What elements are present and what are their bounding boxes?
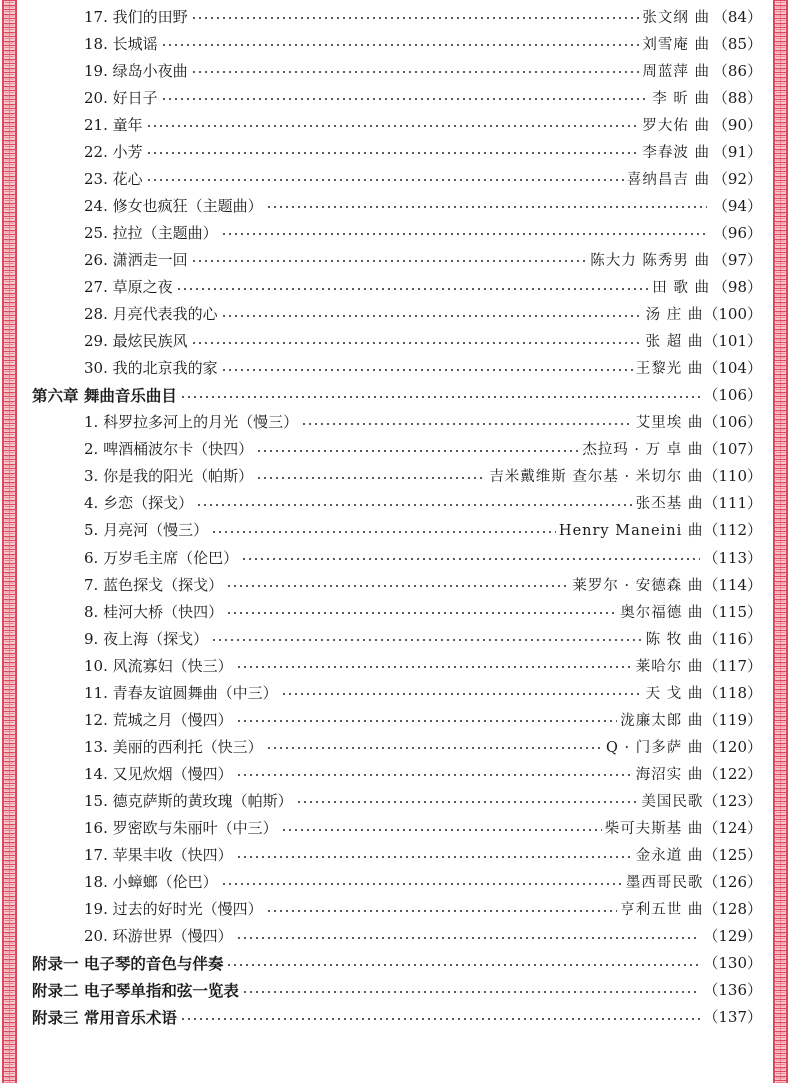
dot-leader [191,17,640,19]
entry-composer: 莱罗尔 · 安德森 曲 [572,577,704,594]
dot-leader [211,531,556,533]
entry-title: 18. 小蟑螂（伦巴） [84,873,218,892]
toc-entry[interactable] [84,544,762,570]
entry-page-number: （90） [712,115,762,134]
toc-entry[interactable] [84,111,762,137]
entry-page-number: （84） [712,7,762,26]
dot-leader [266,206,707,208]
entry-page-number: （91） [712,142,762,161]
entry-page-number: （94） [712,196,762,215]
entry-title: 9. 夜上海（探戈） [84,629,209,648]
entry-page-number: （128） [703,900,762,919]
dot-leader [196,504,633,506]
toc-entry[interactable] [84,463,762,489]
entry-title: 4. 乡恋（探戈） [84,494,194,513]
dot-leader [242,991,700,993]
dot-leader [281,693,643,695]
entry-title: 5. 月亮河（慢三） [84,521,209,540]
toc-entry[interactable] [84,355,762,381]
dot-leader [236,856,633,858]
entry-composer: 张文纲 曲 [642,9,710,26]
entry-composer: 柴可夫斯基 曲 [604,821,704,837]
entry-title: 27. 草原之夜 [84,278,173,296]
entry-title: 附录二 电子琴单指和弦一览表 [32,981,239,1000]
entry-composer: 泷廉太郎 曲 [620,712,704,729]
entry-title: 22. 小芳 [84,142,143,161]
entry-page-number: （130） [703,954,762,973]
entry-composer: 艾里埃 曲 [635,415,704,432]
entry-composer: 海沼实 曲 [635,766,704,783]
toc-entry[interactable] [84,652,762,678]
dot-leader [191,342,643,344]
dot-leader [221,233,707,235]
toc-entry[interactable] [84,246,762,272]
toc-entry[interactable] [84,138,762,164]
entry-title: 21. 童年 [84,115,143,134]
entry-title: 第六章 舞曲音乐曲目 [32,386,177,405]
entry-page-number: （114） [703,575,762,594]
entry-title: 16. 罗密欧与朱丽叶（中三） [84,819,278,837]
dot-leader [226,585,569,587]
entry-page-number: （96） [712,223,762,242]
entry-title: 2. 啤酒桶波尔卡（快四） [84,440,254,459]
entry-page-number: （112） [703,521,762,540]
dot-leader [236,666,633,668]
toc-entry[interactable] [84,274,762,300]
dot-leader [236,774,633,776]
dot-leader [176,288,650,290]
entry-title: 23. 花心 [84,169,143,188]
entry-page-number: （106） [703,413,762,432]
entry-page-number: （119） [703,710,762,729]
entry-page-number: （115） [703,602,762,621]
dot-leader [221,883,623,885]
toc-heading[interactable] [32,382,762,408]
entry-title: 30. 我的北京我的家 [84,359,218,378]
entry-page-number: （116） [703,629,762,648]
entry-composer: 墨西哥民歌 [625,875,704,892]
entry-composer: 吉米戴维斯 查尔基 · 米切尔 曲 [489,469,704,486]
toc-heading[interactable] [32,1004,762,1030]
entry-title: 3. 你是我的阳光（帕斯） [84,467,254,486]
entry-page-number: （118） [703,683,762,702]
toc-entry[interactable] [84,84,762,110]
dot-leader [266,747,603,749]
toc-entry[interactable] [84,896,762,922]
entry-composer: 金永道 曲 [635,848,704,865]
toc-entry[interactable] [84,842,762,868]
dot-leader [226,612,617,614]
entry-page-number: （104） [703,359,762,378]
entry-title: 18. 长城谣 [84,34,158,53]
dot-leader [236,720,618,722]
entry-page-number: （110） [703,467,762,486]
entry-composer: 天 戈 曲 [645,685,704,702]
toc-entry[interactable] [84,706,762,732]
entry-title: 7. 蓝色探戈（探戈） [84,575,224,594]
entry-page-number: （120） [703,737,762,756]
toc-entry[interactable] [84,436,762,462]
entry-page-number: （111） [703,494,762,513]
entry-title: 20. 好日子 [84,88,158,107]
entry-composer: 亨利五世 曲 [620,902,704,919]
dot-leader [301,423,633,425]
entry-page-number: （122） [703,764,762,783]
entry-page-number: （86） [712,61,762,80]
entry-page-number: （117） [703,656,762,675]
entry-composer: 莱哈尔 曲 [635,658,704,675]
dot-leader [221,315,643,317]
entry-page-number: （126） [703,873,762,892]
dot-leader [180,396,700,398]
toc-entry[interactable] [84,490,762,516]
dot-leader [161,44,640,46]
entry-title: 20. 环游世界（慢四） [84,927,233,946]
entry-title: 17. 我们的田野 [84,7,188,26]
dot-leader [180,1018,700,1020]
dot-leader [256,477,486,479]
entry-page-number: （106） [703,386,762,405]
decorative-border-right [773,0,788,1083]
dot-leader [211,639,643,641]
entry-composer: Q · 门多萨 曲 [606,739,704,756]
entry-composer: 罗大佑 曲 [642,117,710,134]
toc-entry[interactable] [84,760,762,786]
entry-page-number: （124） [703,819,762,837]
entry-title: 6. 万岁毛主席（伦巴） [84,548,239,567]
toc-entry[interactable] [84,57,762,83]
dot-leader [146,152,640,154]
toc-entry[interactable] [84,815,762,841]
toc-entry[interactable] [84,679,762,705]
entry-page-number: （100） [703,305,762,324]
dot-leader [191,260,588,262]
dot-leader [221,369,633,371]
entry-composer: 李 昕 曲 [652,90,710,107]
toc-entry[interactable] [84,598,762,624]
toc-entry[interactable] [84,165,762,191]
dot-leader [266,910,618,912]
dot-leader [191,71,640,73]
entry-composer: 陈 牧 曲 [645,631,704,648]
dot-leader [236,937,701,939]
entry-page-number: （97） [712,250,762,269]
entry-title: 1. 科罗拉多河上的月光（慢三） [84,413,299,432]
entry-title: 24. 修女也疯狂（主题曲） [84,196,263,215]
entry-title: 19. 绿岛小夜曲 [84,61,188,80]
dot-leader [296,801,639,803]
entry-composer: 杰拉玛 · 万 卓 曲 [582,442,704,459]
toc-entry[interactable] [84,3,762,29]
entry-composer: 美国民歌 [641,793,704,810]
entry-composer: 王黎光 曲 [635,361,704,378]
toc-heading[interactable] [32,977,762,1003]
entry-page-number: （129） [703,927,762,946]
toc-entry[interactable] [84,328,762,354]
entry-composer: 李春波 曲 [642,144,710,161]
entry-title: 13. 美丽的西利托（快三） [84,737,263,756]
dot-leader [146,125,640,127]
dot-leader [161,98,650,100]
entry-title: 28. 月亮代表我的心 [84,305,218,324]
toc-entry[interactable] [84,923,762,949]
entry-title: 附录一 电子琴的音色与伴奏 [32,954,224,973]
entry-composer: Henry Maneini 曲 [558,523,704,540]
entry-title: 10. 风流寡妇（快三） [84,656,233,675]
entry-page-number: （107） [703,440,762,459]
entry-composer: 陈大力 陈秀男 曲 [590,252,710,269]
toc-heading[interactable] [32,950,762,976]
toc-entry[interactable] [84,30,762,56]
entry-composer: 张 超 曲 [645,334,704,351]
entry-title: 12. 荒城之月（慢四） [84,710,233,729]
toc-entry[interactable] [84,409,762,435]
entry-title: 8. 桂河大桥（快四） [84,602,224,621]
entry-page-number: （85） [712,34,762,53]
entry-title: 11. 青春友谊圆舞曲（中三） [84,683,278,702]
entry-page-number: （137） [703,1008,762,1027]
decorative-border-left [2,0,17,1083]
toc-entry[interactable] [84,301,762,327]
dot-leader [146,179,624,181]
entry-page-number: （88） [712,88,762,107]
entry-composer: 奥尔福德 曲 [620,604,704,621]
entry-composer: 喜纳昌吉 曲 [626,171,710,188]
entry-title: 17. 苹果丰收（快四） [84,846,233,865]
entry-title: 14. 又见炊烟（慢四） [84,764,233,783]
entry-title: 19. 过去的好时光（慢四） [84,900,263,919]
entry-title: 25. 拉拉（主题曲） [84,223,218,242]
toc-entry[interactable] [84,517,762,543]
entry-title: 26. 潇洒走一回 [84,250,188,269]
dot-leader [241,558,700,560]
entry-page-number: （136） [703,981,762,1000]
toc-entry[interactable] [84,192,762,218]
entry-title: 附录三 常用音乐术语 [32,1008,177,1027]
entry-page-number: （98） [712,278,762,296]
dot-leader [281,829,602,831]
entry-composer: 刘雪庵 曲 [642,36,710,53]
toc-entry[interactable] [84,571,762,597]
entry-page-number: （92） [712,169,762,188]
dot-leader [226,964,700,966]
entry-composer: 汤 庄 曲 [645,307,704,324]
entry-composer: 周蓝萍 曲 [642,63,710,80]
toc-entry[interactable] [84,733,762,759]
toc-entry[interactable] [84,625,762,651]
toc-entry[interactable] [84,219,762,245]
entry-title: 15. 德克萨斯的黄玫瑰（帕斯） [84,791,293,810]
entry-page-number: （101） [703,332,762,351]
entry-page-number: （123） [703,791,762,810]
entry-page-number: （113） [703,548,762,567]
entry-composer: 田 歌 曲 [652,280,710,296]
dot-leader [256,450,579,452]
toc-entry[interactable] [84,787,762,813]
entry-title: 29. 最炫民族风 [84,332,188,351]
entry-page-number: （125） [703,846,762,865]
toc-entry[interactable] [84,869,762,895]
entry-composer: 张丕基 曲 [635,496,704,513]
